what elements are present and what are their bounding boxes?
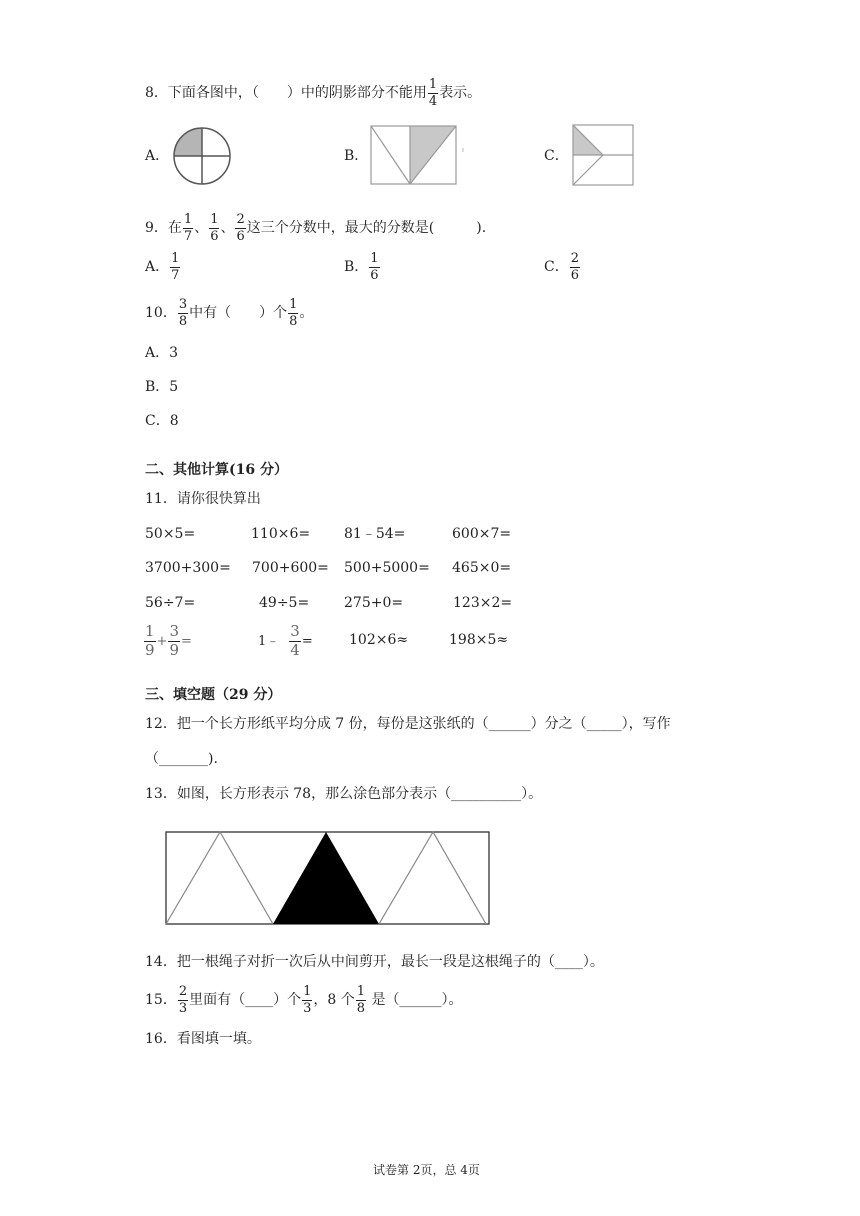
q9-stem: 9．在 $\frac{1}{7}$ 、 $\frac{1}{6}$ 、 $\frac{2}{6}$ 这三个分数中，最大的分数是( ). [145,212,487,244]
q12-line1: 12．把一个长方形纸平均分成 7 份，每份是这张纸的（______）分之（_____），写作 [145,716,671,732]
calc-r3-c2: 49÷5= [259,595,310,611]
calc-r3-c3: 275+0= [344,595,404,611]
q8-option-a-label: A． [145,148,170,164]
q14-stem: 14．把一根绳子对折一次后从中间剪开，最长一段是这根绳子的（____）。 [145,954,604,970]
calc-r2-c1: 3700+300= [145,560,231,576]
calc-r2-c4: 465×0= [452,560,512,576]
q13-stem: 13．如图，长方形表示 78，那么涂色部分表示（__________）。 [145,786,543,802]
q9-option-c: C． $\frac{2}{6}$ [544,251,579,283]
q11-stem: 11．请你很快算出 [145,491,261,507]
q12-line2: （_______). [145,751,218,767]
q10-option-b: B．5 [145,379,179,395]
q13-triangles-rectangle-figure [165,831,491,925]
calc-r1-c4: 600×7= [452,526,512,542]
q8-option-a-circle-figure [172,126,232,186]
calc-r1-c1: 50×5= [145,526,196,542]
calc-r4-c4: 198×5≈ [449,632,509,648]
q15-stem: 15． $\frac{2}{3}$ 里面有（____）个 $\frac{1}{3}$ ，8 个 $\frac{1}{8}$ 是（______）。 [145,984,463,1016]
q10-option-c: C．8 [145,413,179,429]
calc-r3-c4: 123×2= [453,595,513,611]
q16-stem: 16．看图填一填。 [145,1031,261,1047]
calc-r3-c1: 56÷7= [145,595,196,611]
q10-option-a: A．3 [145,345,179,361]
q8-option-c-label: C． [544,148,569,164]
calc-r2-c2: 700+600= [252,560,329,576]
q10-stem: 10． $\frac{3}{8}$ 中有（ ）个 $\frac{1}{8}$ 。 [145,297,314,329]
calc-r1-c3: 81﹣54= [344,526,406,542]
q8-fraction: $\frac{1}{4}$ [428,77,438,109]
section-2-title: 二、其他计算(16 分） [145,462,288,478]
q8-option-c-square-figure [570,122,636,188]
section-3-title: 三、填空题（29 分） [145,687,282,703]
q8-stem: 8．下面各图中，（ ）中的阴影部分不能用 $\frac{1}{4}$ 表示。 [145,77,482,109]
calc-r4-c1: $\frac{1}{9}$ + $\frac{3}{9}$ = [145,622,192,659]
calc-r1-c2: 110×6= [251,526,311,542]
q8-option-b-label: B． [344,148,369,164]
q9-option-b: B． $\frac{1}{6}$ [344,251,379,283]
page-footer: 试卷第 2页，总 4页 [373,1163,480,1177]
q9-option-a: A． $\frac{1}{7}$ [145,251,180,283]
calc-r2-c3: 500+5000= [344,560,430,576]
calc-r4-c2: 1﹣ $\frac{3}{4}$ = [258,622,313,659]
calc-r4-c3: 102×6≈ [349,632,409,648]
q8-option-b-rectangle-figure [366,118,466,188]
